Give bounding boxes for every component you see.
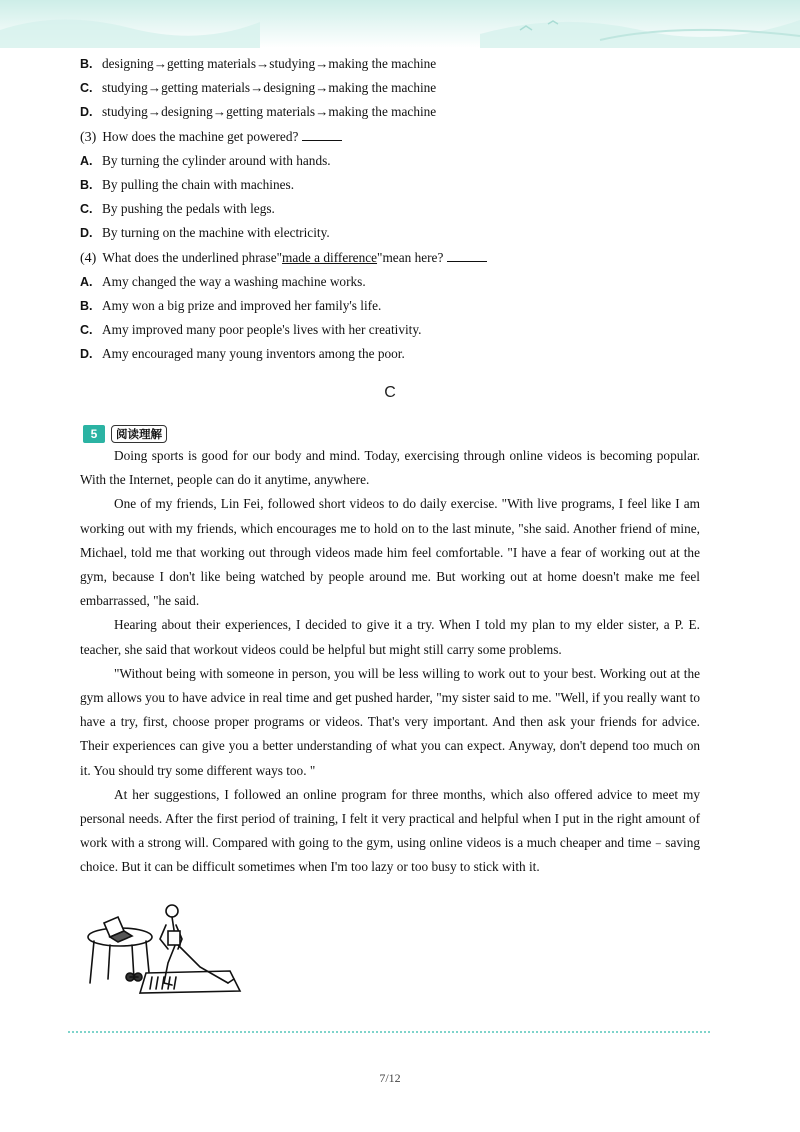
- option-text: studying→designing→getting materials→making the machine: [102, 104, 437, 120]
- option-letter: C.: [80, 202, 93, 217]
- underlined-phrase: made a difference: [282, 249, 378, 265]
- passage-paragraph: Doing sports is good for our body and mind. Today, exercising through online videos is becoming popular. With the Internet, people can do it anytime, anywhere.: [80, 448, 700, 488]
- question-number: (3): [80, 129, 97, 145]
- option-letter: B.: [80, 298, 93, 313]
- option-letter: D.: [80, 226, 93, 241]
- exercise-illustration: [80, 903, 250, 998]
- question-text: "mean here?: [377, 249, 444, 265]
- option-text: Amy encouraged many young inventors among the poor.: [102, 346, 405, 362]
- question-options-section: [80, 52, 720, 366]
- header-wave-graphic: [0, 0, 800, 48]
- option-letter: D.: [80, 347, 93, 362]
- option-text: By pulling the chain with machines.: [102, 176, 295, 192]
- passage-paragraph: One of my friends, Lin Fei, followed short videos to do daily exercise. "With live programs, I feel like I am working out with my friends, which encourages me to hold on to the last minute, "she said. Another friend of mine, Michael, told me that working out through videos made him feel comfortable. "I have a fear of working out at the gym, because I don't like being watched by people around me. But working out at home doesn't make me feel embarrassed, "he said.: [80, 496, 700, 609]
- option-line: [80, 342, 720, 366]
- question-text: How does the machine get powered?: [102, 128, 299, 144]
- option-letter: B.: [80, 57, 93, 71]
- header-decoration: [0, 0, 800, 48]
- question-badge: [83, 425, 167, 443]
- section-heading: C: [384, 384, 396, 401]
- option-line: [80, 270, 720, 294]
- question-prompt-3: [80, 125, 720, 149]
- option-text: By turning the cylinder around with hands.: [102, 152, 331, 168]
- option-letter: A.: [80, 153, 93, 168]
- option-text: studying→getting materials→designing→making the machine: [102, 80, 437, 96]
- option-line: [80, 294, 720, 318]
- option-text: Amy improved many poor people's lives with her creativity.: [102, 322, 422, 338]
- option-letter: C.: [80, 81, 93, 96]
- option-line: [80, 100, 720, 124]
- workout-drawing: [80, 903, 250, 998]
- option-letter: B.: [80, 177, 93, 192]
- passage-paragraph: "Without being with someone in person, you will be less willing to work out to your best. Working out at the gym allows you to have advice in real time and get pushed harder, "my sister said to me. "Well, if you really want to have a try, first, choose proper programs or videos. That's very important. And then ask your friends for advice. Their experiences can give you a better understanding of what you can expect. Anyway, don't depend too much on it. You should try some different ways too. ": [80, 665, 700, 778]
- option-text: Amy won a big prize and improved her family's life.: [102, 297, 382, 313]
- reading-passage: [80, 444, 700, 880]
- option-line: [80, 197, 720, 221]
- option-text: By pushing the pedals with legs.: [102, 201, 275, 217]
- option-line: [80, 149, 720, 173]
- footer-divider: [68, 1031, 710, 1033]
- question-number: (4): [80, 250, 97, 266]
- passage-paragraph: Hearing about their experiences, I decided to give it a try. When I told my plan to my elder sister, a P. E. teacher, she said that workout videos could be helpful but might still carry some problems.: [80, 617, 700, 657]
- question-prompt-4: [80, 246, 720, 270]
- option-text: designing→getting materials→studying→making the machine: [102, 56, 437, 71]
- option-line: [80, 52, 720, 76]
- page-number: 7/12: [379, 1071, 401, 1085]
- option-letter: C.: [80, 323, 93, 338]
- question-text: What does the underlined phrase": [102, 249, 283, 265]
- answer-blank: [447, 250, 487, 262]
- passage-paragraph: At her suggestions, I followed an online program for three months, which also offered advice to meet my personal needs. After the first period of training, I felt it very practical and helpful when I put in the right amount of work with a strong will. Compared with going to the gym, using online videos is a much cheaper and time﹣saving choice. But it can be difficult sometimes when I'm too lazy or too busy to stick with it.: [80, 786, 700, 875]
- answer-blank: [302, 129, 342, 141]
- question-number-badge: 5: [83, 425, 105, 443]
- option-text: Amy changed the way a washing machine works.: [102, 273, 366, 289]
- option-line: [80, 173, 720, 197]
- option-line: [80, 221, 720, 245]
- question-type-tag: 阅读理解: [111, 425, 167, 443]
- option-text: By turning on the machine with electricity.: [102, 225, 330, 241]
- option-line: [80, 318, 720, 342]
- option-letter: D.: [80, 105, 93, 120]
- option-letter: A.: [80, 274, 93, 289]
- option-line: [80, 76, 720, 100]
